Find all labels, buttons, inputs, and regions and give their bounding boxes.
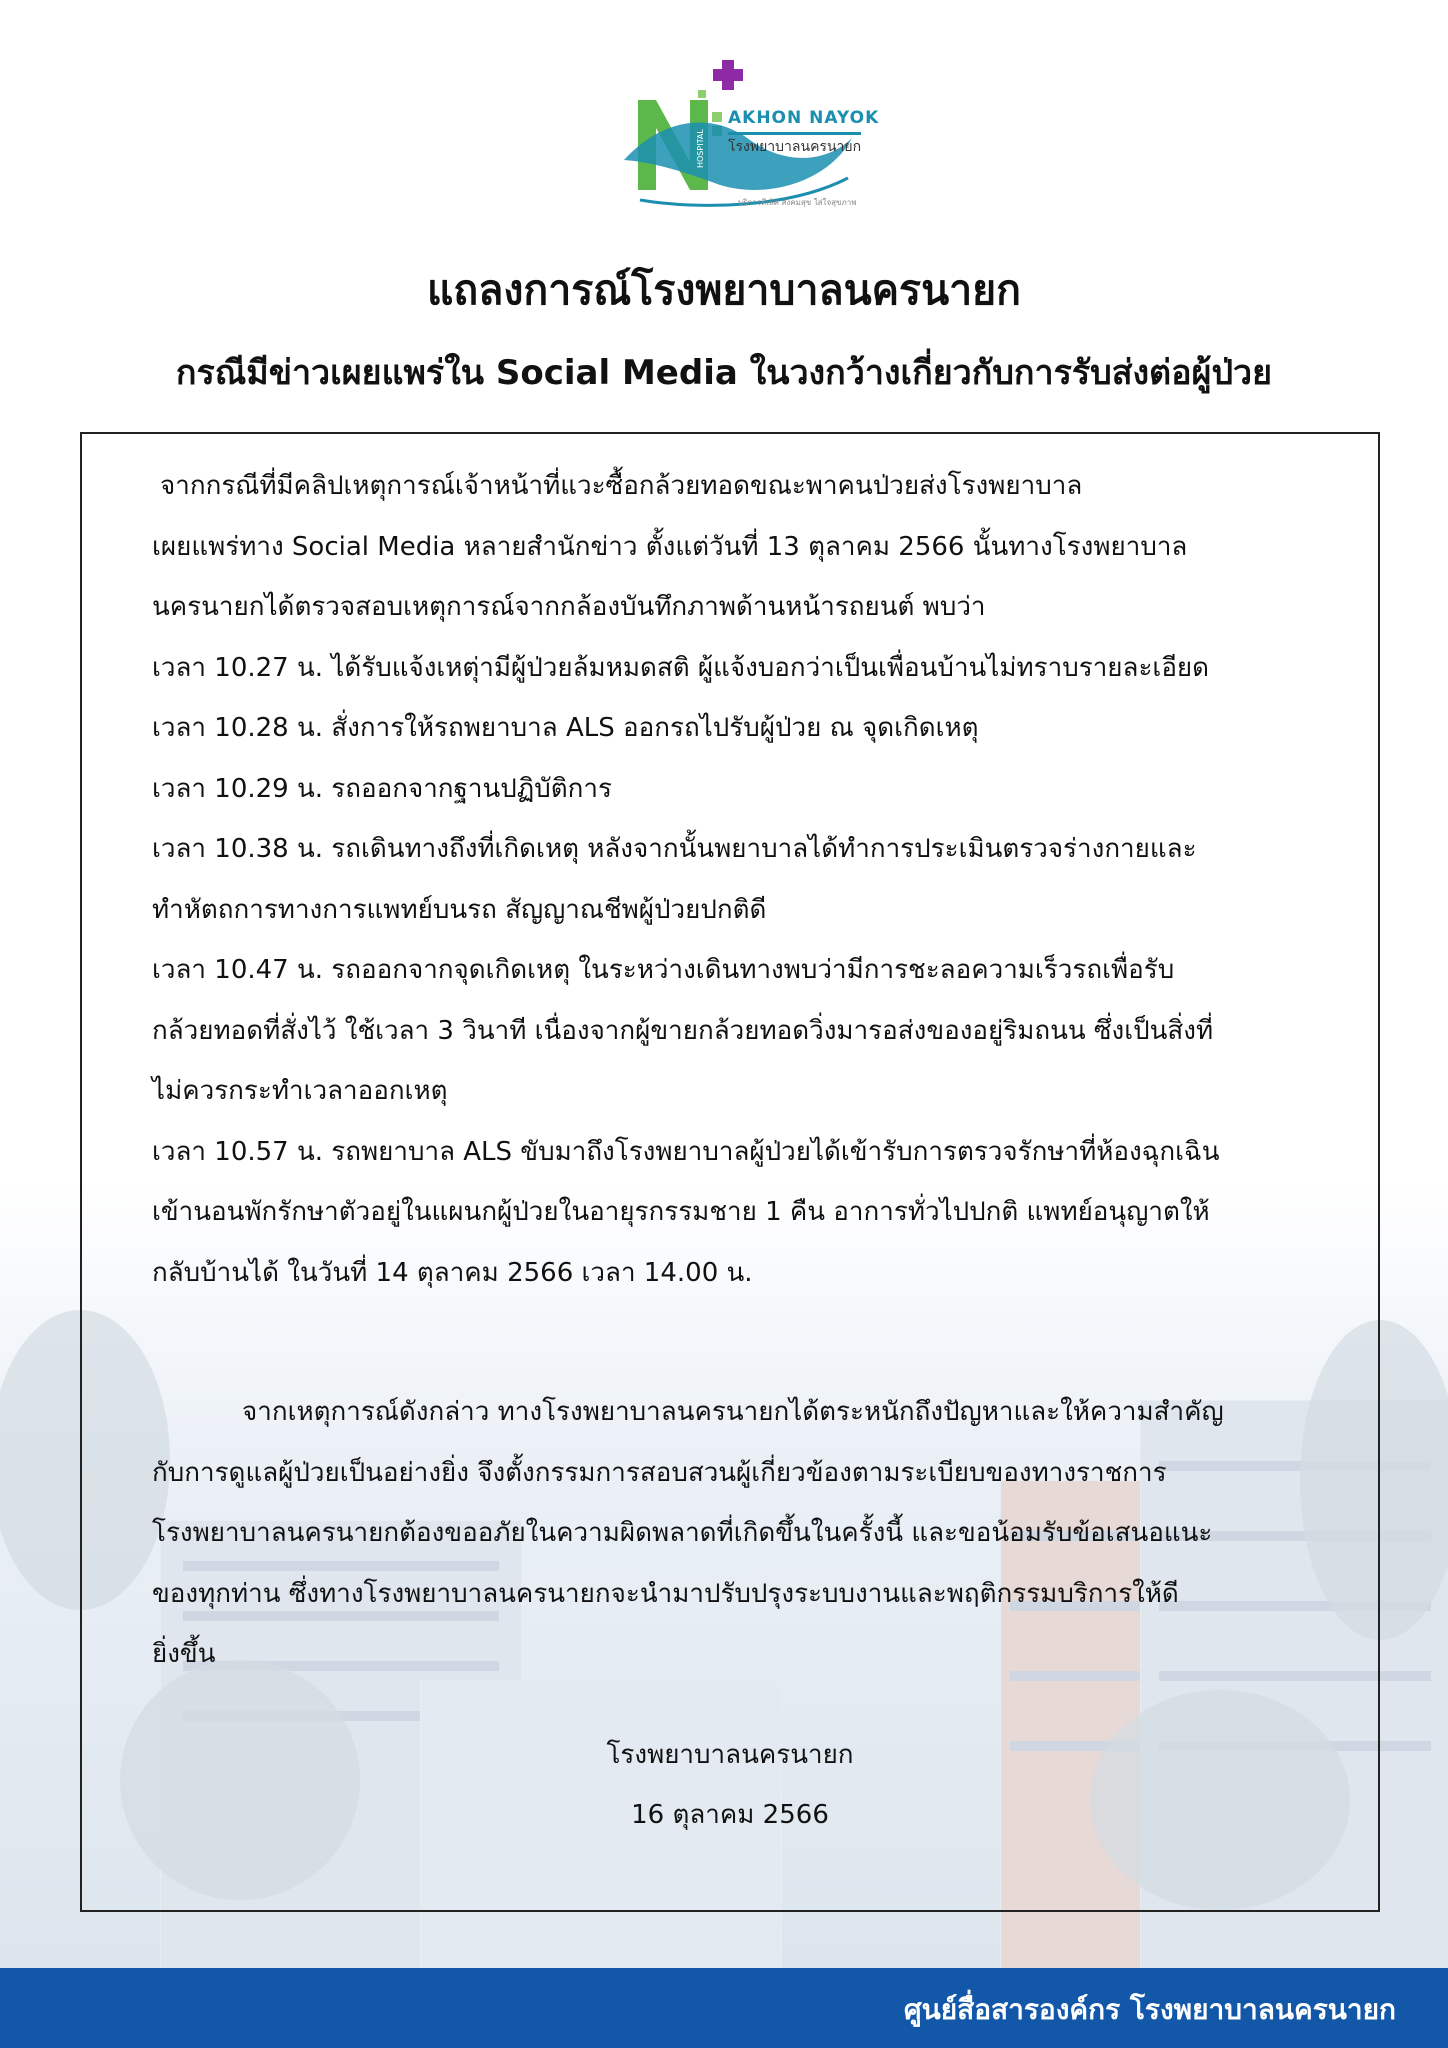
statement-title: แถลงการณ์โรงพยาบาลนครนายก <box>427 266 1021 314</box>
closing-line: กับการดูแลผู้ป่วยเป็นอย่างยิ่ง จึงตั้งกรรมการสอบสวนผู้เกี่ยวข้องตามระเบียบของทางราชการ <box>152 1457 1167 1488</box>
timeline-line: เวลา 10.38 น. รถเดินทางถึงที่เกิดเหตุ หลังจากนั้นพยาบาลได้ทำการประเมินตรวจร่างกายและ <box>152 834 1197 864</box>
timeline-line: เวลา 10.57 น. รถพยาบาล ALS ขับมาถึงโรงพยาบาลผู้ป่วยได้เข้ารับการตรวจรักษาที่ห้องฉุกเฉิน <box>152 1136 1220 1167</box>
logo-tagline: บริการดีเลิศ สังคมสุข ใส่ใจสุขภาพ <box>738 198 857 207</box>
timeline-line: กล้วยทอดที่สั่งไว้ ใช้เวลา 3 วินาที เนื่องจากผู้ขายกล้วยทอดวิ่งมารอส่งของอยู่ริมถนน ซึ่งเป็นสิ่งที่ <box>152 1015 1214 1046</box>
footer-text: ศูนย์สื่อสารองค์กร โรงพยาบาลนครนายก <box>903 1993 1396 2026</box>
logo-name: AKHON NAYOK <box>728 108 880 128</box>
hospital-logo <box>620 50 880 220</box>
logo-hospital-vertical: HOSPITAL <box>696 129 705 168</box>
timeline-line: เวลา 10.29 น. รถออกจากฐานปฏิบัติการ <box>152 773 612 804</box>
signature-org: โรงพยาบาลนครนายก <box>606 1740 854 1770</box>
closing-line: จากเหตุการณ์ดังกล่าว ทางโรงพยาบาลนครนายกได้ตระหนักถึงปัญหาและให้ความสำคัญ <box>242 1397 1224 1427</box>
logo-thai-name: โรงพยาบาลนครนายก <box>728 132 861 158</box>
intro-line: จากกรณีที่มีคลิปเหตุการณ์เจ้าหน้าที่แวะซื้อกล้วยทอดขณะพาคนป่วยส่งโรงพยาบาล <box>160 471 1083 501</box>
statement-box <box>80 432 1380 1912</box>
intro-line: เผยแพร่ทาง Social Media หลายสำนักข่าว ตั้งแต่วันที่ 13 ตุลาคม 2566 นั้นทางโรงพยาบาล <box>152 531 1188 562</box>
timeline-line: เข้านอนพักรักษาตัวอยู่ในแผนกผู้ป่วยในอายุรกรรมชาย 1 คืน อาการทั่วไปปกติ แพทย์อนุญาตให้ <box>152 1197 1210 1227</box>
signature-date: 16 ตุลาคม 2566 <box>631 1800 829 1830</box>
timeline-line: เวลา 10.28 น. สั่งการให้รถพยาบาล ALS ออกรถไปรับผู้ป่วย ณ จุดเกิดเหตุ <box>152 713 979 743</box>
footer-bar <box>0 1968 1448 2048</box>
timeline-line: เวลา 10.27 น. ได้รับแจ้งเหตุ่ามีผู้ป่วยล้มหมดสติ ผู้แจ้งบอกว่าเป็นเพื่อนบ้านไม่ทราบรายละเอียด <box>152 652 1210 683</box>
statement-subtitle: กรณีมีข่าวเผยแพร่ใน Social Media ในวงกว้างเกี่ยวกับการรับส่งต่อผู้ป่วย <box>175 353 1273 393</box>
timeline-line: ไม่ควรกระทำเวลาออกเหตุ <box>152 1076 448 1106</box>
medical-cross-icon <box>713 60 743 90</box>
closing-line: ของทุกท่าน ซึ่งทางโรงพยาบาลนครนายกจะนำมาปรับปรุงระบบงานและพฤติกรรมบริการให้ดี <box>152 1578 1179 1609</box>
timeline-line: กลับบ้านได้ ในวันที่ 14 ตุลาคม 2566 เวลา 14.00 น. <box>152 1257 753 1288</box>
closing-line: ยิ่งขึ้น <box>152 1639 216 1669</box>
timeline-line: เวลา 10.47 น. รถออกจากจุดเกิดเหตุ ในระหว่างเดินทางพบว่ามีการชะลอความเร็วรถเพื่อรับ <box>152 955 1175 985</box>
statement-body <box>152 456 1322 1685</box>
closing-line: โรงพยาบาลนครนายกต้องขออภัยในความผิดพลาดที่เกิดขึ้นในครั้งนี้ และขอน้อมรับข้อเสนอแนะ <box>152 1518 1213 1548</box>
intro-line: นครนายกได้ตรวจสอบเหตุการณ์จากกล้องบันทึกภาพด้านหน้ารถยนต์ พบว่า <box>152 592 986 622</box>
timeline-line: ทำหัตถการทางการแพทย์บนรถ สัญญาณชีพผู้ป่วยปกติดี <box>152 894 767 925</box>
